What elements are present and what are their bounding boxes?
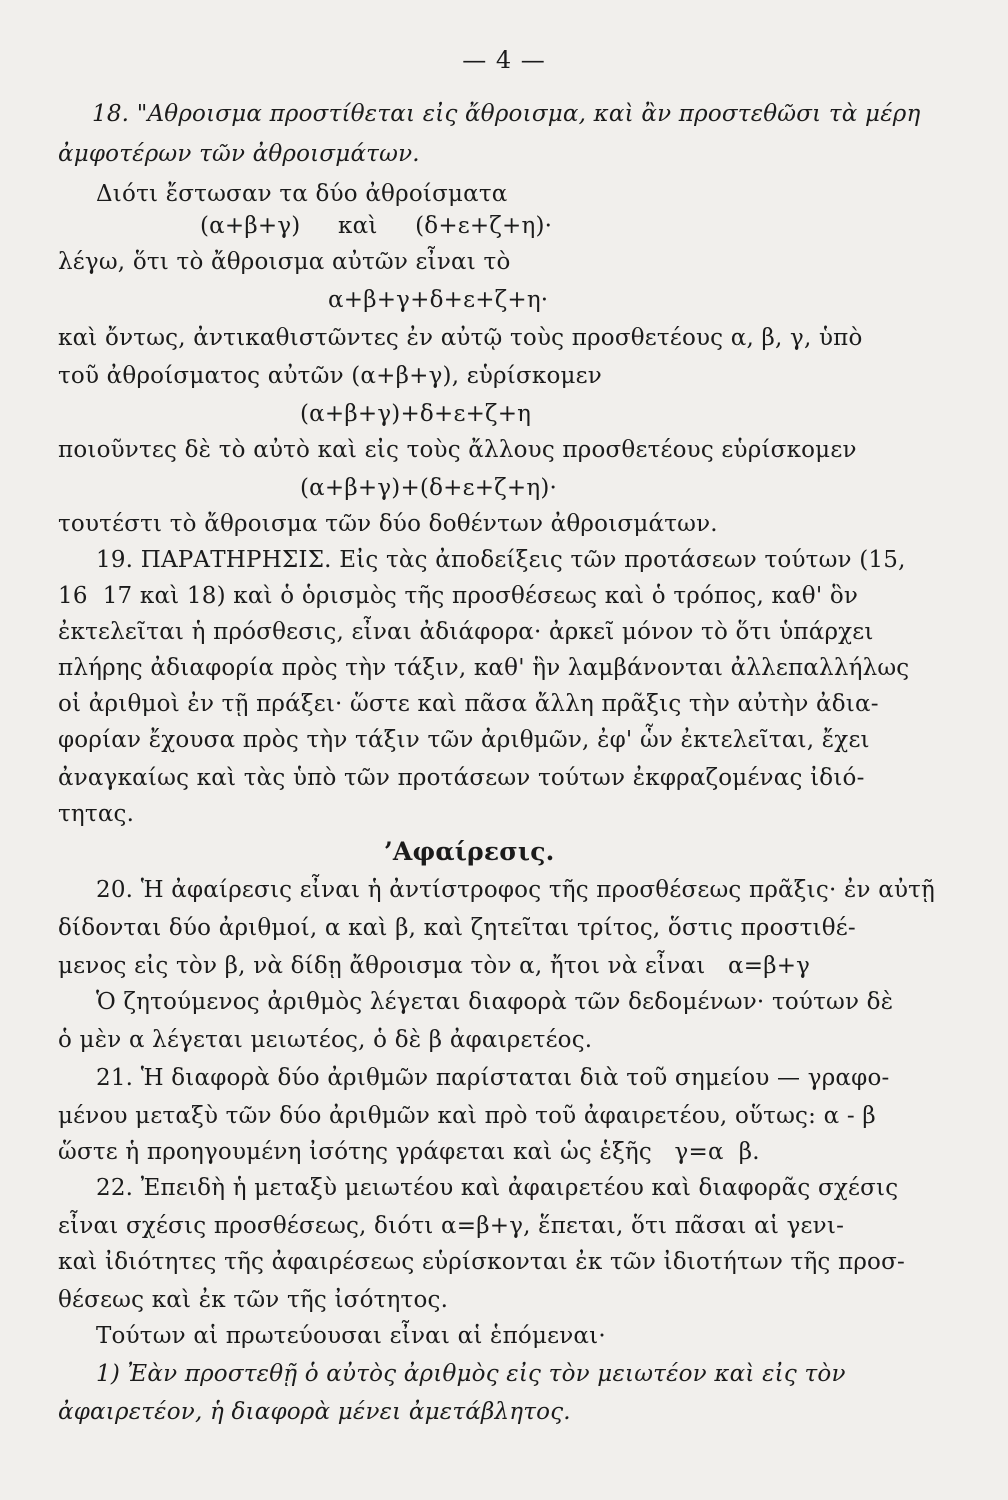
formula-line: (α+β+γ)+δ+ε+ζ+η bbox=[300, 401, 532, 427]
text-line: μένου μεταξὺ τῶν δύο ἀριθμῶν καὶ πρὸ τοῦ ἀφαιρετέου, οὕτως: α - β bbox=[58, 1103, 876, 1129]
text-line: τοῦ ἀθροίσματος αὐτῶν (α+β+γ), εὑρίσκομεν bbox=[58, 363, 602, 389]
text-line: τητας. bbox=[58, 801, 135, 827]
text-line: ἀναγκαίως καὶ τὰς ὑπὸ τῶν προτάσεων τούτων ἐκφραζομένας ἰδιό- bbox=[58, 765, 865, 791]
text-line-22-title: 22. Ἐπειδὴ ἡ μεταξὺ μειωτέου καὶ ἀφαιρετέου καὶ διαφορᾶς σχέσις bbox=[96, 1175, 899, 1201]
text-line: ποιοῦντες δὲ τὸ αὐτὸ καὶ εἰς τοὺς ἄλλους προσθετέους εὑρίσκομεν bbox=[58, 437, 857, 463]
text-line: ὥστε ἡ προηγουμένη ἰσότης γράφεται καὶ ὡς ἑξῆς γ=α β. bbox=[58, 1139, 760, 1165]
text-line-21-title: 21. Ἡ διαφορὰ δύο ἀριθμῶν παρίσταται διὰ τοῦ σημείου — γραφο- bbox=[96, 1065, 890, 1091]
text-line-18-title: 18. "Αθροισμα προστίθεται εἰς ἄθροισμα, καὶ ἂν προστεθῶσι τὰ μέρη bbox=[92, 101, 921, 127]
text-line: Διότι ἔστωσαν τα δύο ἀθροίσματα bbox=[96, 181, 508, 207]
text-line: πλήρης ἀδιαφορία πρὸς τὴν τάξιν, καθ' ἣν λαμβάνονται ἀλλεπαλλήλως bbox=[58, 655, 910, 681]
text-line: καὶ ἰδιότητες τῆς ἀφαιρέσεως εὑρίσκονται ἐκ τῶν ἰδιοτήτων τῆς προσ- bbox=[58, 1249, 905, 1275]
text-line: ἀμφοτέρων τῶν ἀθροισμάτων. bbox=[58, 141, 420, 167]
text-line: λέγω, ὅτι τὸ ἄθροισμα αὐτῶν εἶναι τὸ bbox=[58, 249, 511, 275]
text-line-20-title: 20. Ἡ ἀφαίρεσις εἶναι ἡ ἀντίστροφος τῆς προσθέσεως πρᾶξις· ἐν αὐτῇ bbox=[96, 877, 936, 903]
text-line: ἀφαιρετέον, ἡ διαφορὰ μένει ἀμετάβλητος. bbox=[58, 1399, 571, 1425]
text-line: τουτέστι τὸ ἄθροισμα τῶν δύο δοθέντων ἀθροισμάτων. bbox=[58, 511, 718, 537]
text-line-rule-1: 1) Ἐὰν προστεθῇ ὁ αὐτὸς ἀριθμὸς εἰς τὸν μειωτέον καὶ εἰς τὸν bbox=[96, 1361, 846, 1387]
section-heading-subtraction: ’Αφαίρεσις. bbox=[384, 837, 555, 866]
formula-line: (α+β+γ) καὶ (δ+ε+ζ+η)· bbox=[200, 213, 553, 239]
page-number: — 4 — bbox=[462, 46, 546, 74]
text-line: 16 17 καὶ 18) καὶ ὁ ὁρισμὸς τῆς προσθέσεως καὶ ὁ τρόπος, καθ' ὃν bbox=[58, 583, 859, 609]
text-line: Τούτων αἱ πρωτεύουσαι εἶναι αἱ ἑπόμεναι· bbox=[96, 1323, 606, 1349]
text-line: οἱ ἀριθμοὶ ἐν τῇ πράξει· ὥστε καὶ πᾶσα ἄλλη πρᾶξις τὴν αὐτὴν ἀδια- bbox=[58, 691, 879, 717]
text-line: φορίαν ἔχουσα πρὸς τὴν τάξιν τῶν ἀριθμῶν, ἐφ' ὧν ἐκτελεῖται, ἔχει bbox=[58, 727, 870, 753]
formula-line: α+β+γ+δ+ε+ζ+η· bbox=[328, 287, 549, 313]
text-line: μενος εἰς τὸν β, νὰ δίδῃ ἄθροισμα τὸν α, ἤτοι νὰ εἶναι α=β+γ bbox=[58, 953, 811, 979]
text-line: ὁ μὲν α λέγεται μειωτέος, ὁ δὲ β ἀφαιρετέος. bbox=[58, 1027, 593, 1053]
text-line: ἐκτελεῖται ἡ πρόσθεσις, εἶναι ἀδιάφορα· ἀρκεῖ μόνον τὸ ὅτι ὑπάρχει bbox=[58, 619, 874, 645]
formula-line: (α+β+γ)+(δ+ε+ζ+η)· bbox=[300, 475, 558, 501]
text-line: δίδονται δύο ἀριθμοί, α καὶ β, καὶ ζητεῖται τρίτος, ὅστις προστιθέ- bbox=[58, 915, 856, 941]
text-line-19-title: 19. ΠΑΡΑΤΗΡΗΣΙΣ. Εἰς τὰς ἀποδείξεις τῶν προτάσεων τούτων (15, bbox=[96, 547, 906, 573]
text-line: καὶ ὄντως, ἀντικαθιστῶντες ἐν αὐτῷ τοὺς προσθετέους α, β, γ, ὑπὸ bbox=[58, 325, 863, 351]
text-line: θέσεως καὶ ἐκ τῶν τῆς ἰσότητος. bbox=[58, 1287, 449, 1313]
text-line: εἶναι σχέσις προσθέσεως, διότι α=β+γ, ἕπεται, ὅτι πᾶσαι αἱ γενι- bbox=[58, 1213, 845, 1239]
text-line: Ὁ ζητούμενος ἀριθμὸς λέγεται διαφορὰ τῶν δεδομένων· τούτων δὲ bbox=[96, 989, 894, 1015]
